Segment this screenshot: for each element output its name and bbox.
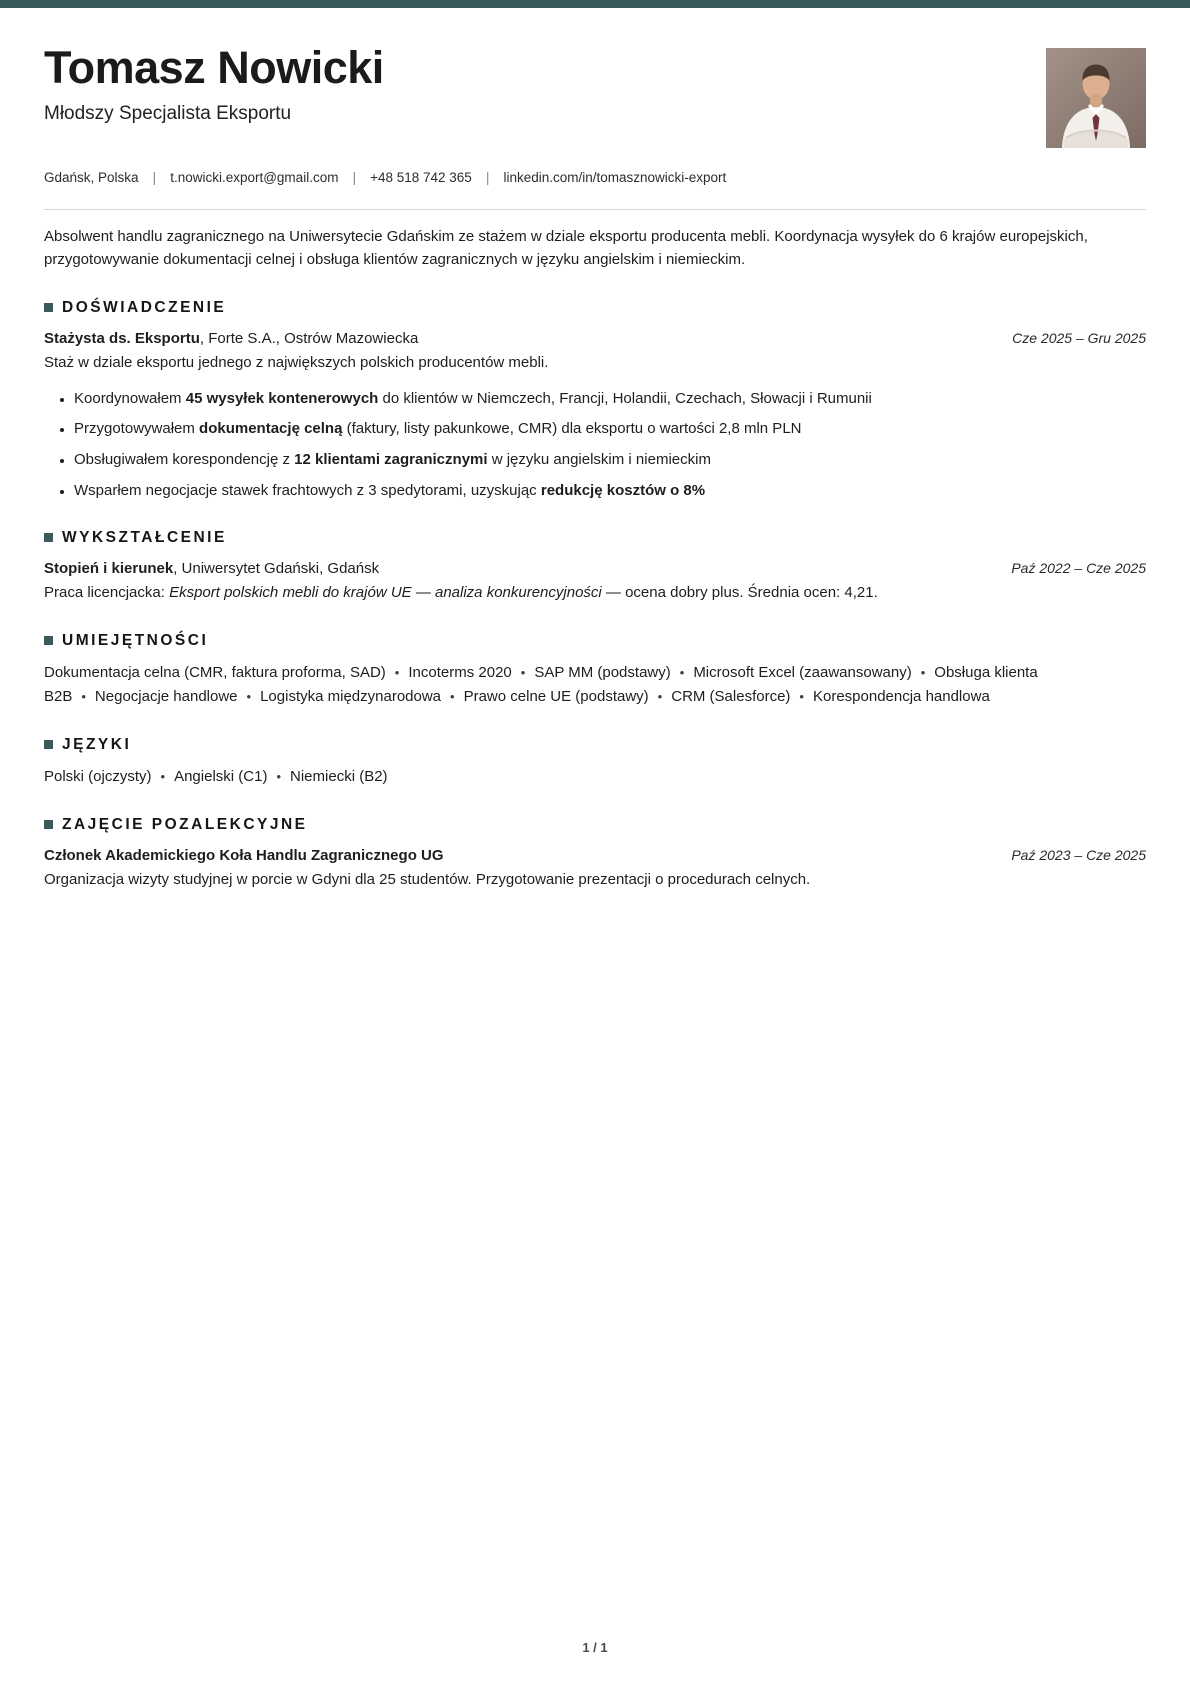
section-experience — [44, 299, 1146, 502]
contact-separator: | — [152, 169, 157, 185]
education-thesis — [44, 582, 1146, 605]
section-heading-extracurricular — [44, 816, 1146, 834]
section-marker-icon — [44, 303, 53, 312]
contact-phone: +48 518 742 365 — [370, 169, 472, 185]
list-item: Polski (ojczysty) — [44, 767, 152, 785]
experience-dates: Cze 2025 – Gru 2025 — [1012, 329, 1146, 346]
list-item: Angielski (C1) — [174, 767, 268, 785]
experience-entry-title — [44, 328, 418, 351]
text-segment: Praca licencjacka: — [44, 584, 170, 601]
section-languages — [44, 736, 1146, 789]
candidate-job-title: Młodszy Specjalista Eksportu — [44, 102, 292, 124]
text-segment: Wsparłem negocjacje stawek frachtowych z 3 spedytorami, uzyskując — [74, 481, 541, 499]
experience-entry-header — [44, 328, 1146, 351]
text-segment: Obsługiwałem korespondencję z — [74, 451, 295, 468]
candidate-name: Tomasz Nowicki — [44, 42, 384, 93]
list-separator: • — [276, 768, 282, 784]
section-extracurricular — [44, 816, 1146, 892]
text-segment: Koordynowałem — [74, 389, 186, 407]
header-text-block — [44, 42, 384, 125]
contact-linkedin: linkedin.com/in/tomasznowicki-export — [503, 169, 727, 185]
list-item: Obsługa klienta B2B — [44, 663, 1038, 705]
text-segment: do klientów w Niemczech, Francji, Holandii, Czechach, Słowacji i Rumunii — [378, 389, 872, 407]
section-marker-icon — [44, 740, 53, 749]
profile-photo — [1046, 48, 1146, 148]
text-segment: Przygotowywałem — [74, 420, 200, 438]
header-divider — [44, 209, 1146, 210]
section-heading-experience — [44, 299, 1146, 317]
list-item: Prawo celne UE (podstawy) — [463, 687, 649, 705]
section-heading-languages — [44, 736, 1146, 754]
extracurricular-role: Członek Akademickiego Koła Handlu Zagranicznego UG — [44, 846, 444, 864]
skills-list — [44, 661, 1146, 709]
languages-list — [44, 765, 1146, 789]
list-separator: • — [246, 688, 252, 704]
section-title: WYKSZTAŁCENIE — [62, 528, 227, 546]
education-entry-title — [44, 558, 379, 581]
list-separator: • — [657, 688, 663, 704]
contact-separator: | — [485, 169, 490, 185]
list-separator: • — [799, 688, 804, 704]
contact-line — [44, 169, 1146, 185]
experience-role: Stażysta ds. Eksportu — [44, 329, 200, 347]
list-separator: • — [394, 664, 400, 680]
list-separator: • — [920, 664, 926, 680]
experience-bullet — [74, 418, 1146, 440]
list-item: Logistyka międzynarodowa — [260, 687, 442, 705]
extracurricular-entry-header — [44, 845, 1146, 868]
list-separator: • — [450, 688, 455, 704]
list-item: SAP MM (podstawy) — [534, 663, 671, 681]
extracurricular-entry-title — [44, 845, 444, 868]
extracurricular-dates: Paź 2023 – Cze 2025 — [1011, 846, 1146, 863]
text-segment: redukcję kosztów o 8% — [540, 481, 706, 499]
profile-photo-illustration — [1046, 48, 1146, 148]
extracurricular-description: Organizacja wizyty studyjnej w porcie w Gdyni dla 25 studentów. Przygotowanie prezentacji o procedurach celnych. — [44, 871, 811, 888]
section-title: DOŚWIADCZENIE — [62, 298, 227, 316]
experience-bullet — [74, 480, 1146, 502]
text-segment: dokumentację celną — [199, 420, 343, 438]
section-heading-education — [44, 529, 1146, 547]
list-separator: • — [160, 768, 166, 784]
experience-bullets — [44, 388, 1146, 502]
section-title: JĘZYKI — [62, 735, 132, 753]
section-education — [44, 529, 1146, 605]
list-separator: • — [679, 664, 685, 680]
list-item: Dokumentacja celna (CMR, faktura proforma, SAD) — [44, 663, 386, 681]
contact-location: Gdańsk, Polska — [44, 169, 139, 185]
text-segment: 45 wysyłek kontenerowych — [185, 389, 379, 407]
contact-separator: | — [352, 169, 357, 185]
page-number: 1 / 1 — [582, 1640, 608, 1655]
experience-bullet — [74, 388, 1146, 410]
summary-paragraph: Absolwent handlu zagranicznego na Uniwersytecie Gdańskim ze stażem w dziale eksportu producenta mebli. Koordynacja wysyłek do 6 krajów europejskich, przygotowywanie dokumentacji celnej i obsługa klientów zagranicznych w języku angielskim i niemieckim. — [44, 228, 1088, 269]
list-separator: • — [81, 688, 86, 704]
list-item: Microsoft Excel (zaawansowany) — [693, 663, 912, 681]
section-marker-icon — [44, 636, 53, 645]
list-item: Korespondencja handlowa — [812, 687, 990, 705]
list-separator: • — [520, 664, 526, 680]
header — [44, 8, 1146, 148]
text-segment: 12 klientami zagranicznymi — [294, 451, 488, 468]
experience-bullet — [74, 449, 1146, 471]
text-segment: w języku angielskim i niemieckim — [487, 451, 711, 468]
section-marker-icon — [44, 820, 53, 829]
section-heading-skills — [44, 632, 1146, 650]
list-item: Niemiecki (B2) — [290, 767, 388, 785]
education-entry-header — [44, 558, 1146, 581]
resume-page — [0, 8, 1190, 892]
education-degree: Stopień i kierunek — [44, 559, 174, 577]
education-school: , Uniwersytet Gdański, Gdańsk — [173, 559, 380, 577]
section-skills — [44, 632, 1146, 709]
top-accent-bar — [0, 0, 1190, 8]
experience-company: , Forte S.A., Ostrów Mazowiecka — [199, 329, 419, 347]
text-segment: (faktury, listy pakunkowe, CMR) dla eksportu o wartości 2,8 mln PLN — [342, 420, 802, 438]
experience-description: Staż w dziale eksportu jednego z największych polskich producentów mebli. — [44, 354, 549, 371]
education-dates: Paź 2022 – Cze 2025 — [1011, 559, 1146, 576]
list-item: CRM (Salesforce) — [671, 687, 791, 705]
text-segment: Eksport polskich mebli do krajów UE — analiza konkurencyjności — [169, 584, 602, 601]
contact-email: t.nowicki.export@gmail.com — [170, 169, 339, 185]
section-title: UMIEJĘTNOŚCI — [62, 631, 209, 649]
section-marker-icon — [44, 533, 53, 542]
text-segment: — ocena dobry plus. Średnia ocen: 4,21. — [601, 584, 878, 601]
list-item: Negocjacje handlowe — [94, 687, 238, 705]
list-item: Incoterms 2020 — [408, 663, 512, 681]
section-title: ZAJĘCIE POZALEKCYJNE — [62, 815, 308, 833]
